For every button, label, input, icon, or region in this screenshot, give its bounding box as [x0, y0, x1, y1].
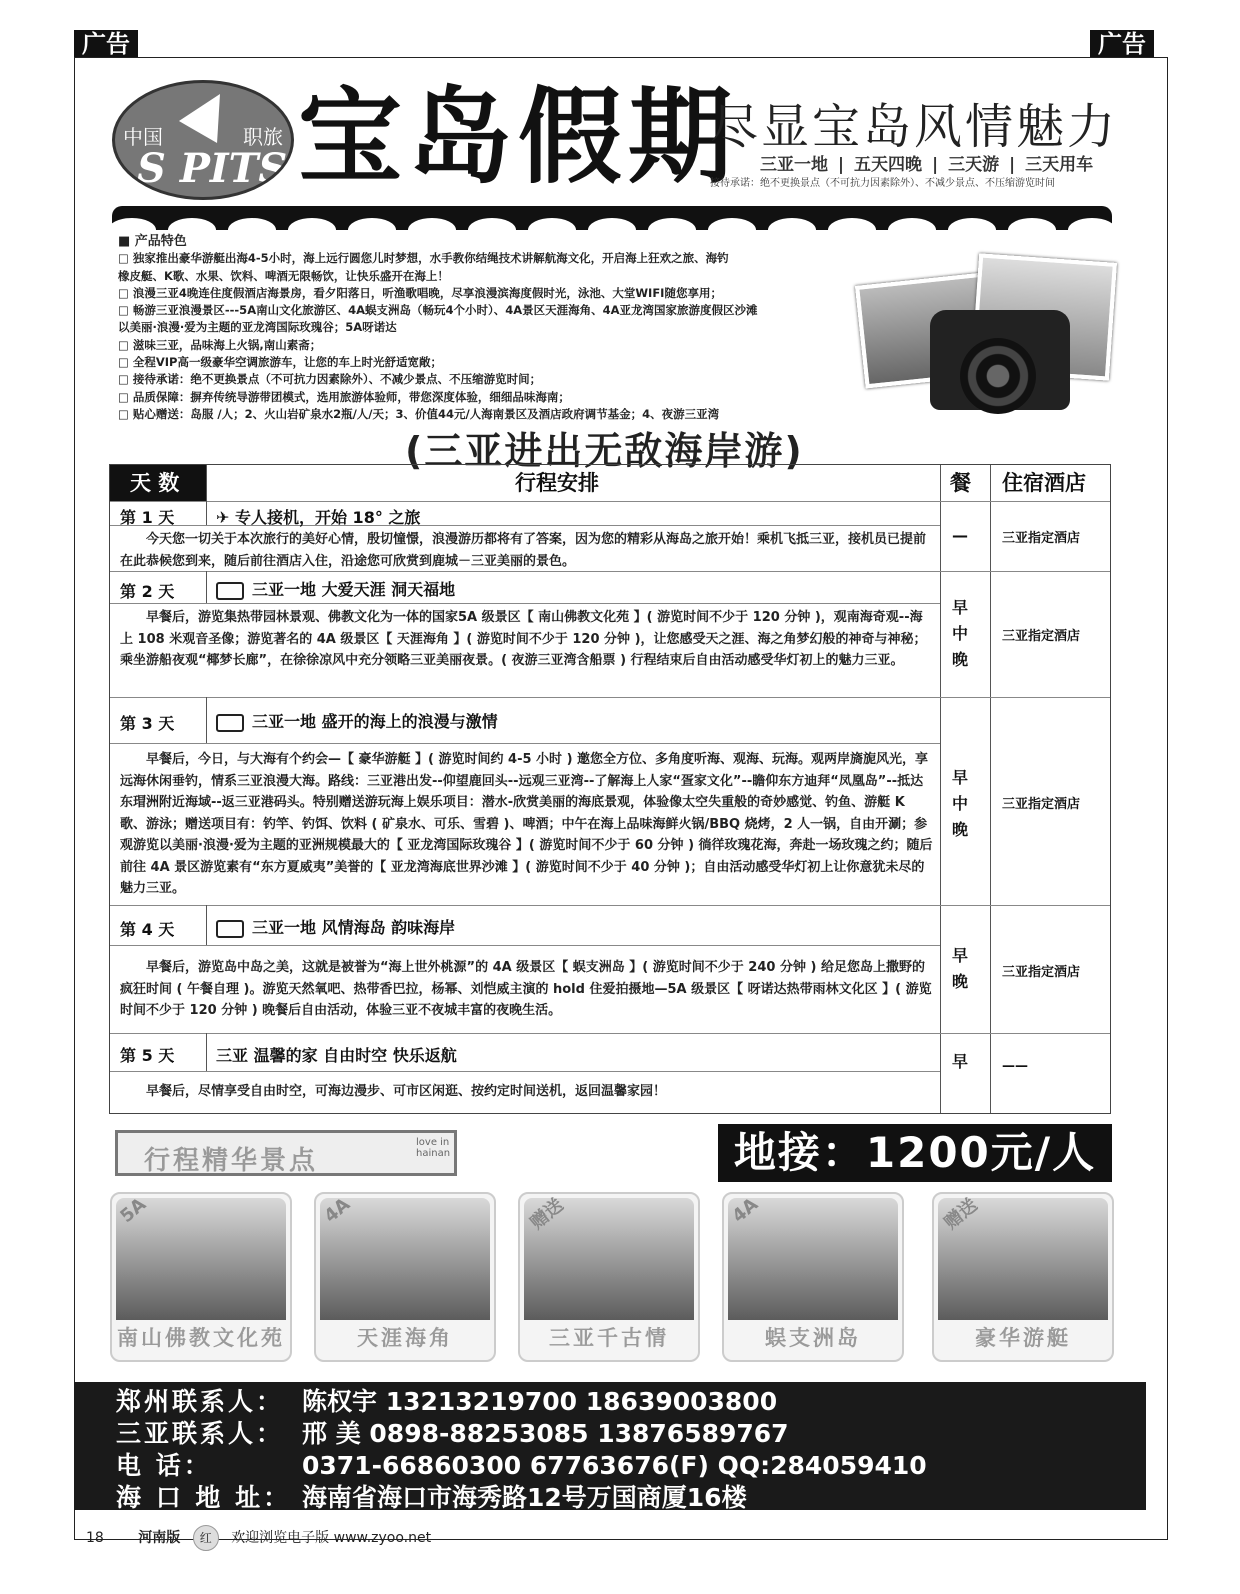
- camera-photo-collage: [860, 250, 1110, 430]
- day-5-route: 三亚 温馨的家 自由时空 快乐返航: [216, 1046, 457, 1065]
- feature-line: 以美丽·浪漫·爱为主题的亚龙湾国际玫瑰谷；5A呀诺达: [118, 320, 397, 335]
- footer-text[interactable]: 欢迎浏览电子版 www.zyoo.net: [231, 1530, 432, 1546]
- bus-icon: [216, 714, 244, 732]
- contact-line: 海 口 地 址： 海南省海口市海秀路12号万国商厦16楼: [116, 1483, 747, 1512]
- spits-logo: [112, 80, 294, 200]
- feature-line: □ 浪漫三亚4晚连住度假酒店海景房，看夕阳落日，听渔歌唱晚，尽享浪漫滨海度假时光，泳池、大堂WIFI随您享用；: [118, 285, 722, 300]
- spot-card: [314, 1192, 496, 1362]
- day-5-meal: 早: [951, 1052, 968, 1071]
- spot-name: 豪华游艇: [975, 1326, 1071, 1350]
- ad-tag-right: 广告: [1090, 30, 1154, 58]
- price-banner: 地接：1200元/人: [718, 1124, 1112, 1182]
- spot-badge: 5A: [116, 1193, 151, 1228]
- day-2-desc: 早餐后，游览集热带园林景观、佛教文化为一体的国家5A 级景区【 南山佛教文化苑 】( 游览时间不少于 120 分钟 )，观南海奇观--海上 108 米观音圣像；游览著名的 4A 级景区【 天涯海角 】( 游览时间不少于 120 分钟 )，让您感受天之涯、海之角梦幻般的神奇与神秘；乘坐游船夜观“椰梦长廊”，在徐徐凉风中充分领略三亚美丽夜景。( 夜游三亚湾含船票 ) 行程结束后自由活动感受华灯初上的魅力三亚。: [120, 610, 927, 668]
- feature-line: 橡皮艇、K歌、水果、饮料、啤酒无限畅饮，让快乐盛开在海上！: [118, 268, 449, 283]
- camera-lens: [960, 338, 1036, 414]
- itinerary-table: [109, 464, 1111, 1114]
- day-3-meal: 早中晚: [951, 768, 968, 839]
- feature-line: □ 品质保障：摒弃传统导游带团模式，选用旅游体验师，带您深度体验，细细品味海南；: [118, 389, 570, 404]
- page-footer: [86, 1525, 431, 1551]
- brand-title: 宝岛假期: [298, 76, 739, 198]
- feature-line: □ 畅游三亚浪漫景区---5A南山文化旅游区、4A蜈支洲岛（畅玩4个小时）、4A景区天涯海角、4A亚龙湾国家旅游度假区沙滩: [118, 303, 758, 318]
- feature-line: □ 全程VIP高一级豪华空调旅游车，让您的车上时光舒适宽敞；: [118, 355, 442, 370]
- scallop-divider: [112, 206, 1112, 230]
- day-1-desc: 今天您一切关于本次旅行的美好心情，殷切憧憬，浪漫游历都将有了答案，因为您的精彩从海岛之旅开始！乘机飞抵三亚，接机员已提前在此恭候您到来，随后前往酒店入住，沿途您可欣赏到鹿城－三亚美丽的景色。: [120, 532, 927, 569]
- highlights-banner: [115, 1130, 457, 1176]
- day-2-route: 三亚一地 大爱天涯 洞天福地: [216, 577, 455, 600]
- highlights-small: love in hainan: [416, 1137, 451, 1159]
- logo-left-text: 中国: [123, 125, 163, 149]
- logo-right-text: 职旅: [243, 125, 283, 149]
- day-1-label: 第 1 天: [120, 508, 175, 527]
- day-4-label: 第 4 天: [120, 920, 175, 939]
- feature-line: □ 贴心赠送：岛服 /人；2、火山岩矿泉水2瓶/人/天；3、价值44元/人海南景区及酒店政府调节基金；4、夜游三亚湾: [118, 406, 720, 421]
- product-features: [118, 233, 858, 423]
- day-2-hotel: 三亚指定酒店: [1002, 629, 1081, 644]
- spot-badge: 赠送: [940, 1194, 982, 1234]
- day-4-meal: 早晚: [951, 946, 968, 991]
- day-1-hotel: 三亚指定酒店: [1002, 531, 1081, 546]
- logo-mark: S PITS: [137, 145, 288, 192]
- contact-line: 三亚联系人： 邢 美 0898-88253085 13876589767: [116, 1419, 789, 1448]
- spot-card: [518, 1192, 700, 1362]
- features-heading: ■ 产品特色: [118, 234, 187, 249]
- day-1-route: ✈ 专人接机，开始 18° 之旅: [216, 508, 421, 527]
- slogan: 尽显宝岛风情魅力: [710, 99, 1119, 155]
- day-5-label: 第 5 天: [120, 1046, 175, 1065]
- header-day: 天 数: [130, 471, 180, 495]
- feature-line: □ 接待承诺：绝不更换景点（不可抗力因素除外）、不减少景点、不压缩游览时间；: [118, 372, 542, 387]
- day-1-meal: —: [952, 526, 968, 545]
- header-meal: 餐: [950, 471, 971, 495]
- spot-name: 天涯海角: [357, 1326, 453, 1350]
- bus-icon: [216, 920, 244, 938]
- highlights-label: 行程精华景点: [144, 1146, 319, 1176]
- spot-badge: 4A: [320, 1193, 355, 1228]
- day-2-meal: 早中晚: [951, 598, 968, 669]
- spot-badge: 4A: [728, 1193, 763, 1228]
- spot-badge: 赠送: [526, 1194, 568, 1234]
- bird-icon: [179, 83, 239, 143]
- promise-line: 接待承诺：绝不更换景点（不可抗力因素除外）、不减少景点、不压缩游览时间: [710, 178, 1055, 189]
- spot-name: 三亚千古情: [549, 1326, 669, 1350]
- header-hotel: 住宿酒店: [1002, 471, 1086, 495]
- contact-line: 郑州联系人： 陈权宇 13213219700 18639003800: [116, 1387, 778, 1416]
- ad-tag-left: 广告: [74, 30, 138, 58]
- day-5-desc: 早餐后，尽情享受自由时空，可海边漫步、可市区闲逛、按约定时间送机，返回温馨家园！: [146, 1084, 667, 1099]
- spot-card: [110, 1192, 292, 1362]
- day-3-desc: 早餐后，今日，与大海有个约会—【 豪华游艇 】( 游览时间约 4-5 小时 ) 邀您全方位、多角度听海、观海、玩海。观两岸旖旎风光，享远海休闲垂钓，情系三亚浪漫大海。路线：三亚港出发--仰望鹿回头--远观三亚湾--了解海上人家“疍家文化”--瞻仰东方迪拜“凤凰岛”--抵达东瑁洲附近海域--返三亚港码头。特别赠送游玩海上娱乐项目：潜水-欣赏美丽的海底景观，体验像太空失重般的奇妙感觉、钓鱼、游艇 K 歌、游泳；赠送项目有：钓竿、钓饵、饮料 ( 矿泉水、可乐、雪碧 )、啤酒；中午在海上品味海鲜火锅/BBQ 烧烤，2 人一锅，自由开涮；参观游览以美丽·浪漫·爱为主题的亚洲规模最大的【 亚龙湾国际玫瑰谷 】( 游览时间不少于 60 分钟 ) 徜徉玫瑰花海，奔赴一场玫瑰之约；随后前往 4A 景区游览素有“东方夏威夷”美誉的【 亚龙湾海底世界沙滩 】( 游览时间不少于 40 分钟 )；自由活动感受华灯初上让你意犹未尽的魅力三亚。: [120, 752, 933, 896]
- edition: 河南版: [138, 1530, 181, 1546]
- feature-line: □ 滋味三亚，品味海上火锅,南山素斋；: [118, 337, 322, 352]
- day-4-hotel: 三亚指定酒店: [1002, 965, 1081, 980]
- spot-name: 南山佛教文化苑: [117, 1326, 285, 1350]
- contact-panel: [74, 1382, 1146, 1510]
- page-number: 18: [86, 1530, 104, 1546]
- plane-icon: ✈: [216, 508, 235, 527]
- day-3-label: 第 3 天: [120, 714, 175, 733]
- circle-badge: 红: [193, 1525, 219, 1551]
- bus-icon: [216, 582, 244, 600]
- day-2-label: 第 2 天: [120, 582, 175, 601]
- contact-line: 电 话： 0371-66860300 67763676(F) QQ:284059410: [116, 1451, 927, 1480]
- feature-line: □ 独家推出豪华游艇出海4-5小时，海上远行圆您儿时梦想，水手教你结绳技术讲解航海文化，开启海上狂欢之旅、海钓: [118, 251, 729, 266]
- day-5-hotel: ——: [1002, 1059, 1028, 1074]
- day-3-hotel: 三亚指定酒店: [1002, 797, 1081, 812]
- header-plan: 行程安排: [515, 471, 599, 495]
- tour-subtitle: 三亚一地 | 五天四晚 | 三天游 | 三天用车: [760, 155, 1094, 175]
- spot-card: [722, 1192, 904, 1362]
- spot-name: 蜈支洲岛: [765, 1326, 861, 1350]
- day-3-route: 三亚一地 盛开的海上的浪漫与激情: [216, 709, 498, 732]
- tour-title: (三亚进出无敌海岸游): [405, 429, 804, 473]
- spot-card: [932, 1192, 1114, 1362]
- day-4-desc: 早餐后，游览岛中岛之美，这就是被誉为“海上世外桃源”的 4A 级景区【 蜈支洲岛 】( 游览时间不少于 240 分钟 ) 给足您岛上撒野的疯狂时间 ( 午餐自理 )。游览天然氧吧、热带香巴拉，杨幂、刘恺威主演的 hold 住爱拍摄地—5A 级景区【 呀诺达热带雨林文化区 】( 游览时间不少于 120 分钟 ) 晚餐后自由活动，体验三亚不夜城丰富的夜晚生活。: [120, 960, 932, 1018]
- day-4-route: 三亚一地 风情海岛 韵味海岸: [216, 915, 455, 938]
